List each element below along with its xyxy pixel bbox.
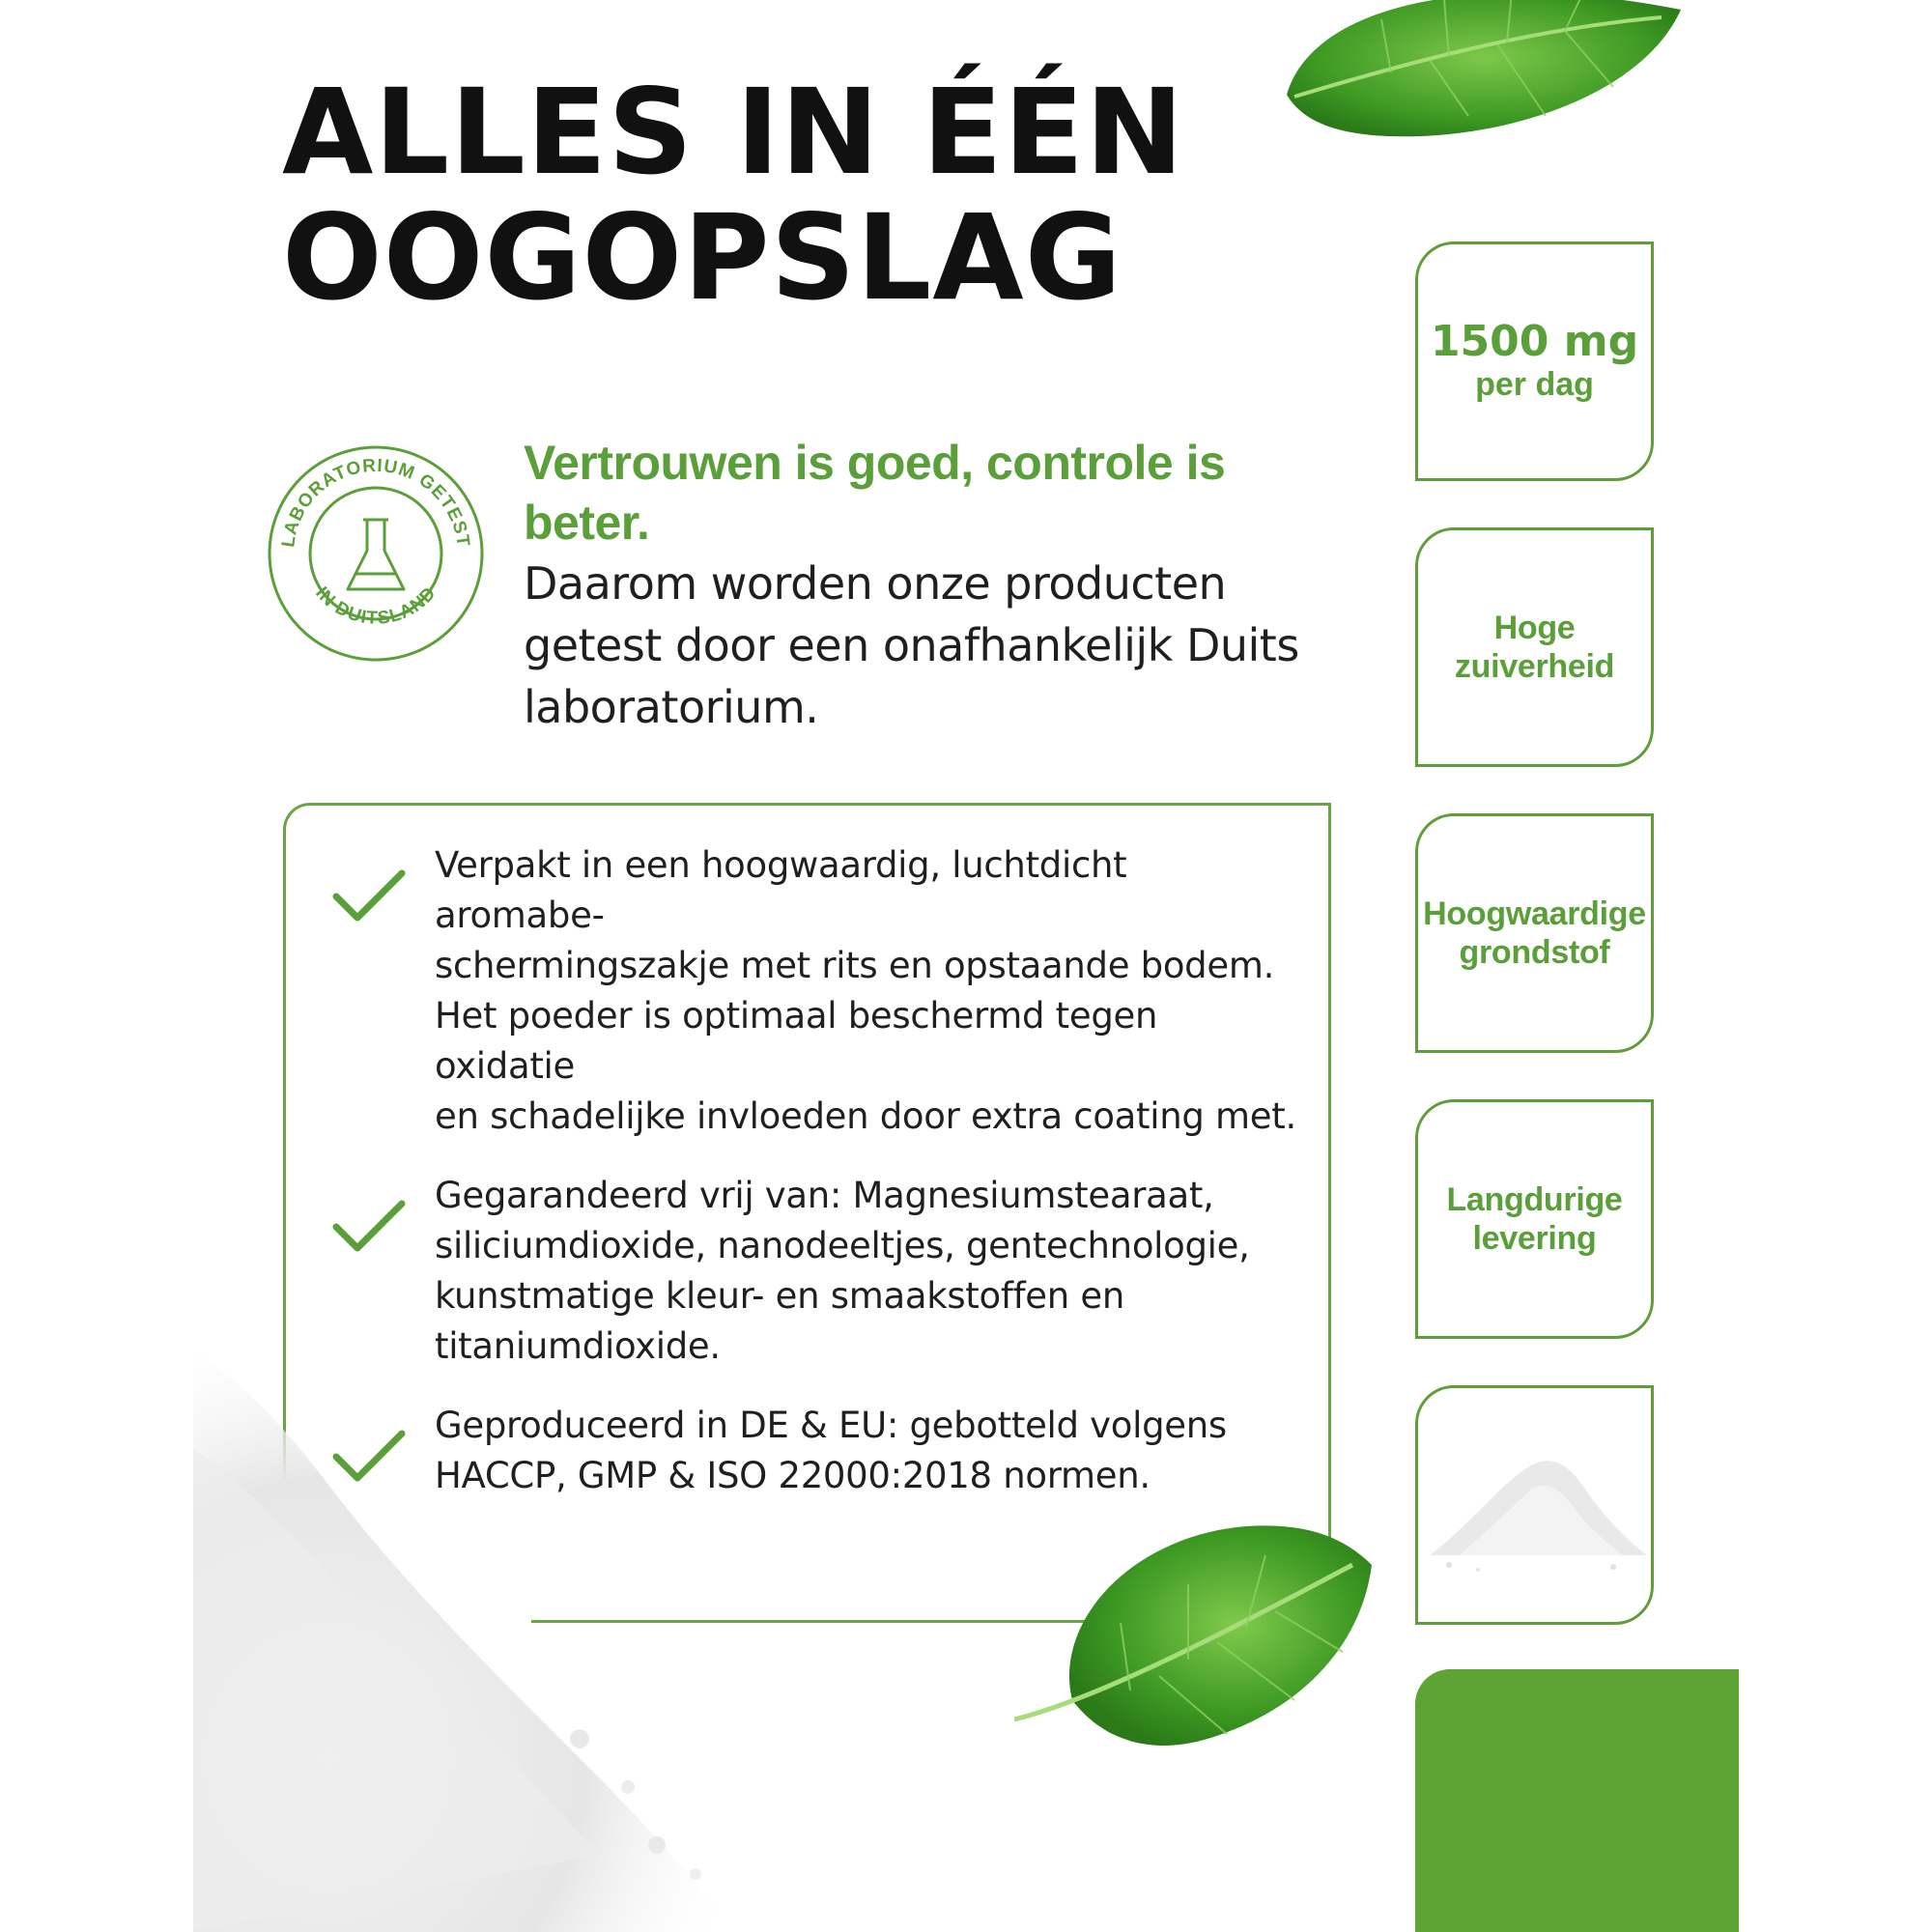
- feature-line: siliciumdioxide, nanodeeltjes, gentechnologie,: [435, 1225, 1250, 1266]
- feature-line: Geproduceerd in DE & EU: gebotteld volgens: [435, 1405, 1227, 1446]
- feature-text: [435, 1401, 1298, 1501]
- check-icon: [332, 1198, 406, 1254]
- trust-section: [524, 433, 1354, 738]
- check-icon: [332, 1428, 406, 1484]
- svg-text:LABORATORIUM GETEST: [278, 456, 473, 549]
- feature-line: Het poeder is optimaal beschermd tegen oxidatie: [435, 995, 1158, 1087]
- list-item: [332, 1401, 1298, 1501]
- feature-line: titaniumdioxide.: [435, 1325, 721, 1367]
- page-title: [282, 64, 1185, 327]
- feature-line: schermingszakje met rits en opstaande bodem.: [435, 945, 1275, 986]
- card-label-line: Hoogwaardige: [1423, 895, 1646, 932]
- card-label-line: Hoge: [1493, 610, 1576, 646]
- feature-list: [332, 840, 1298, 1530]
- feature-line: Gegarandeerd vrij van: Magnesiumstearaat,: [435, 1175, 1214, 1216]
- card-dosage: [1415, 242, 1654, 481]
- trust-body-line: getest door een onafhankelijk Duits: [524, 619, 1299, 671]
- feature-text: [435, 840, 1298, 1142]
- lab-tested-badge: [267, 444, 485, 663]
- flask-icon: [348, 520, 404, 589]
- trust-body: [524, 553, 1354, 738]
- feature-line: en schadelijke invloeden door extra coating met.: [435, 1095, 1296, 1137]
- feature-line: HACCP, GMP & ISO 22000:2018 normen.: [435, 1455, 1151, 1496]
- list-item: [332, 840, 1298, 1142]
- leaf-image: [1014, 1507, 1381, 1758]
- leaf-image: [1275, 0, 1700, 155]
- green-accent-block: [1415, 1669, 1739, 1932]
- feature-line: Verpakt in een hoogwaardig, luchtdicht aromabe-: [435, 844, 1127, 936]
- trust-headline: Vertrouwen is goed, controle is beter.: [524, 436, 1226, 550]
- card-dosage-unit: per dag: [1475, 366, 1594, 403]
- trust-body-line: Daarom worden onze producten: [524, 557, 1227, 610]
- feature-line: kunstmatige kleur- en smaakstoffen en: [435, 1275, 1124, 1317]
- card-raw-material: [1415, 813, 1654, 1053]
- card-dosage-amount: 1500 mg: [1430, 317, 1639, 366]
- trust-body-line: laboratorium.: [524, 681, 819, 733]
- card-label-line: grondstof: [1459, 934, 1610, 971]
- feature-text: [435, 1171, 1298, 1372]
- card-label-line: zuiverheid: [1454, 648, 1615, 685]
- card-label-line: levering: [1472, 1220, 1597, 1257]
- check-icon: [332, 867, 406, 923]
- list-item: [332, 1171, 1298, 1372]
- badge-text-bottom: IN DUITSLAND: [311, 582, 440, 629]
- title-line-1: ALLES IN ÉÉN: [282, 64, 1185, 201]
- card-label-line: Langdurige: [1446, 1181, 1623, 1218]
- card-purity: [1415, 527, 1654, 767]
- badge-text-top: LABORATORIUM GETEST: [278, 455, 473, 549]
- card-long-supply: [1415, 1099, 1654, 1339]
- powder-image: [1420, 1420, 1652, 1584]
- title-line-2: OOGOPSLAG: [282, 189, 1122, 327]
